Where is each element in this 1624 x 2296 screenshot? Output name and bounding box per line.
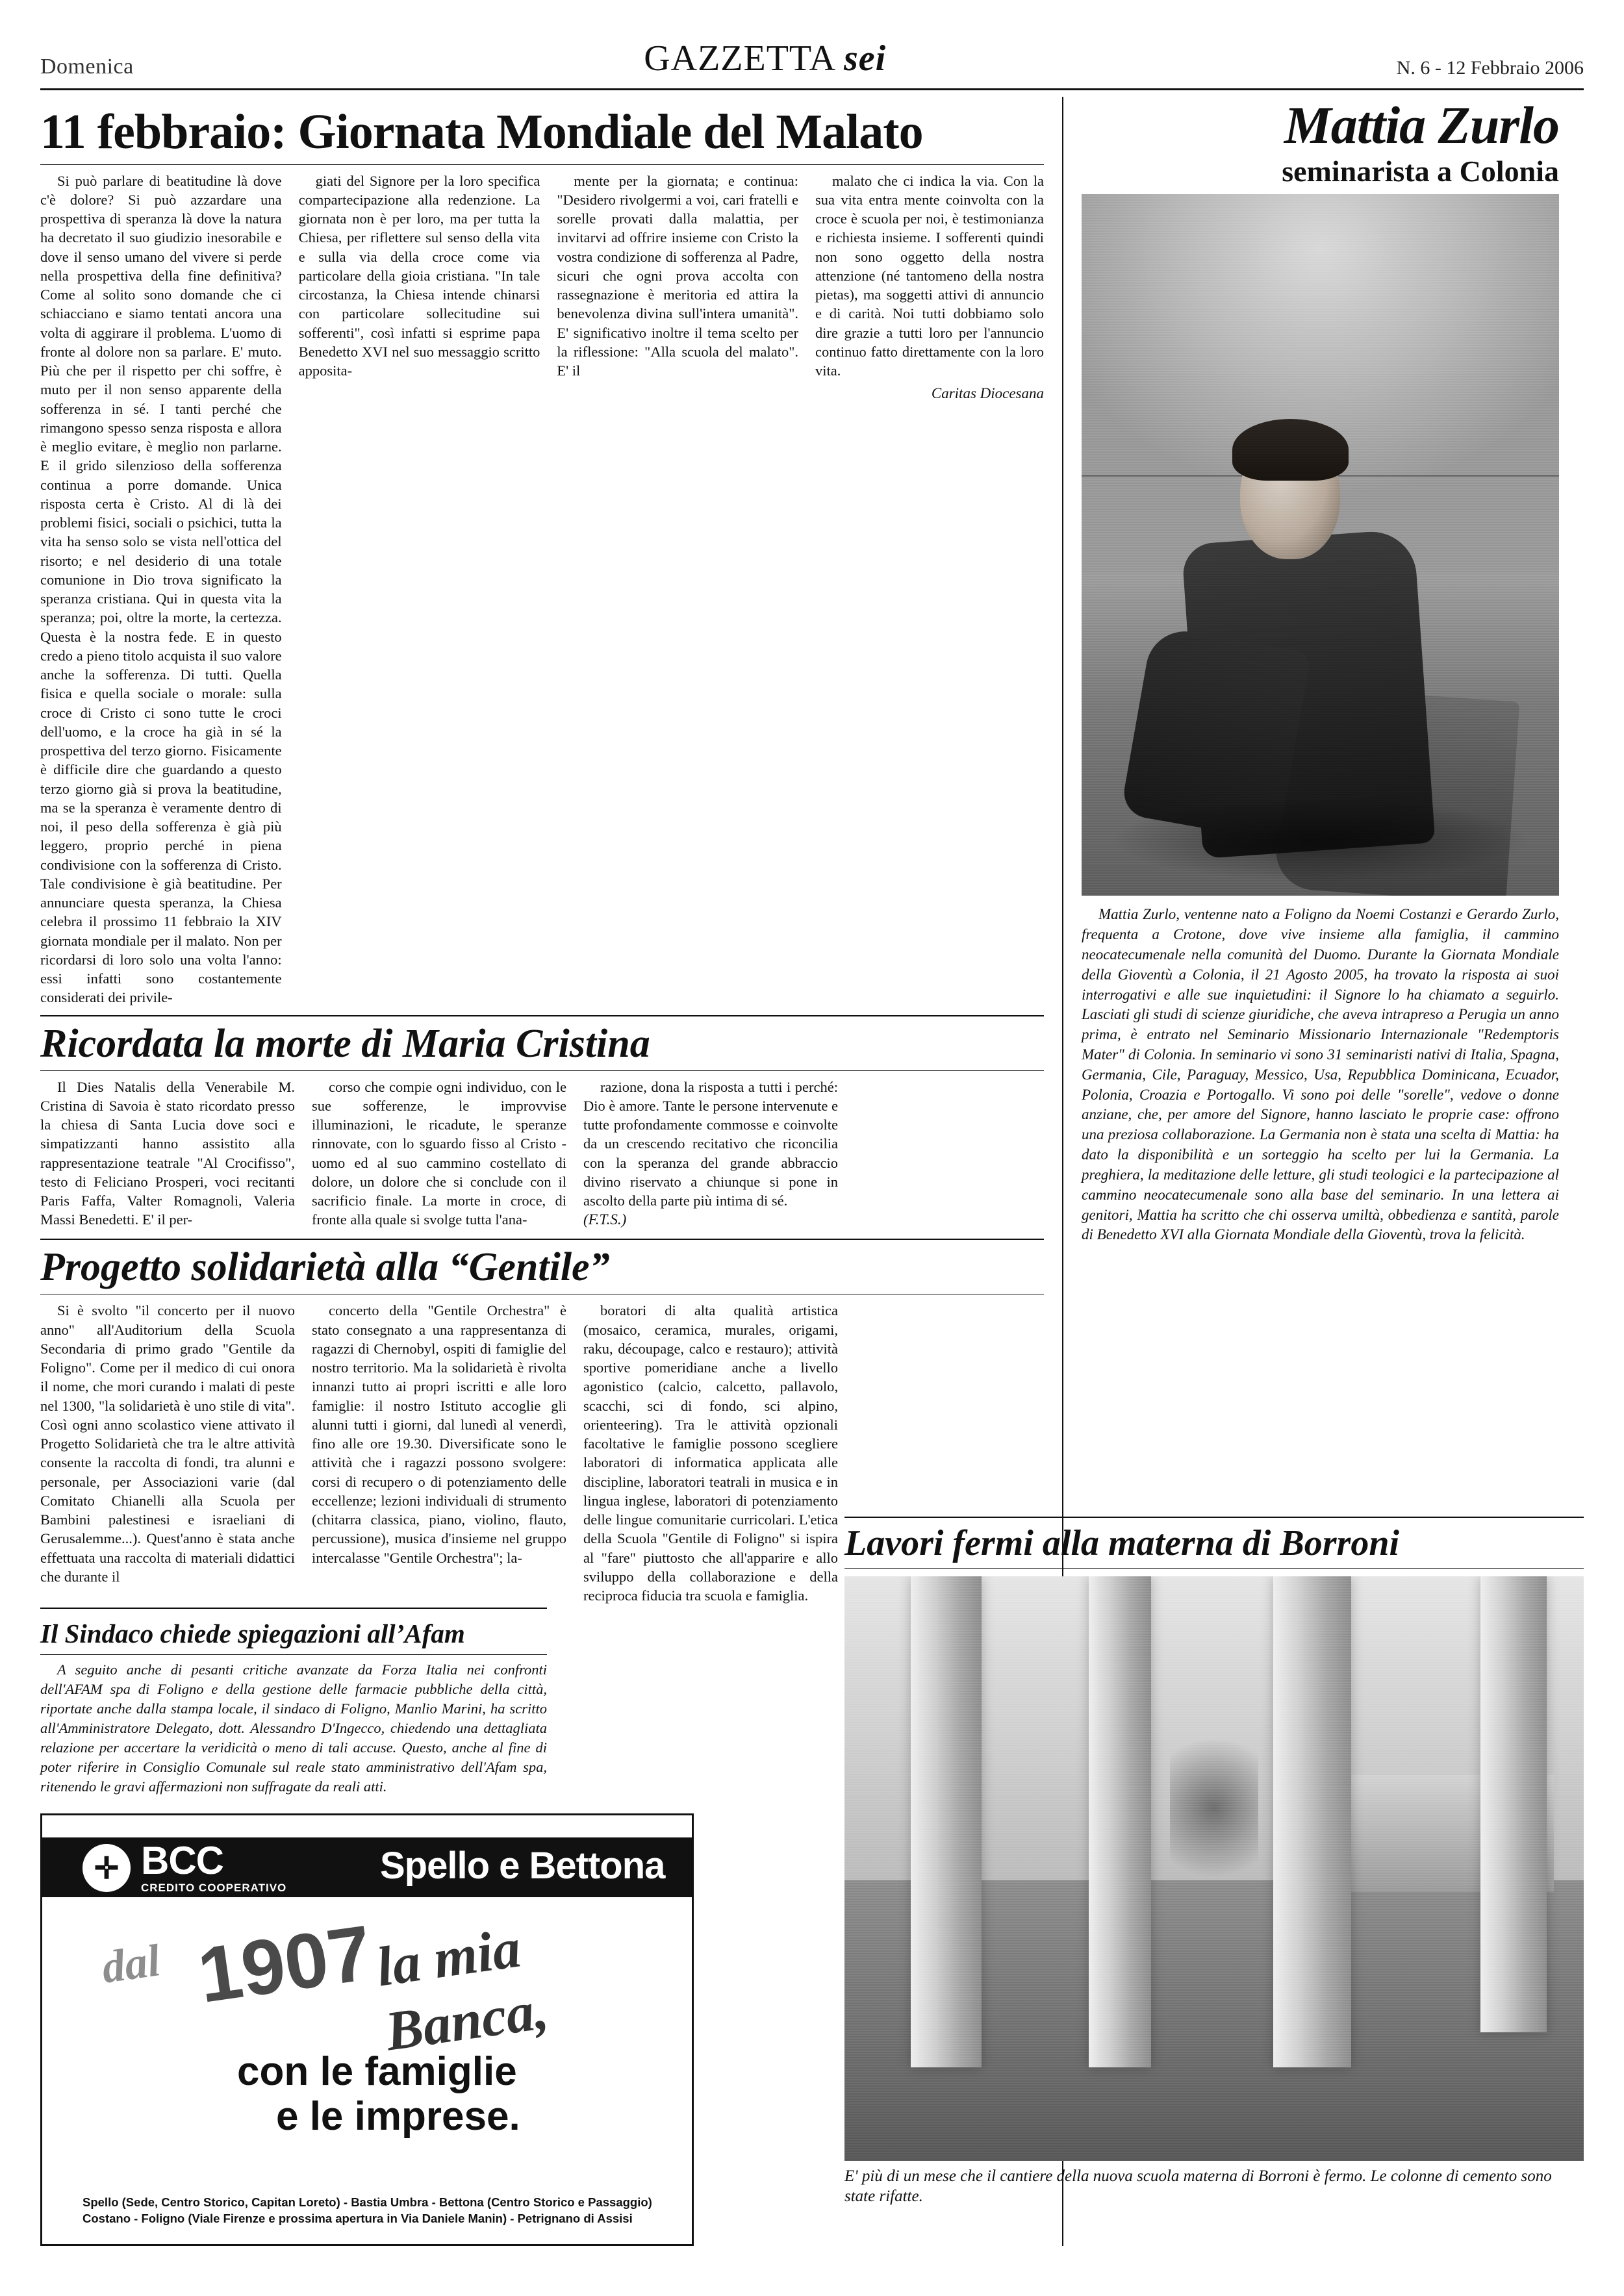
article-malato-col-1 (40, 171, 282, 1007)
headline-progetto-gentile: Progetto solidarietà alla “Gentile” (40, 1245, 610, 1290)
article-afam-body (40, 1660, 547, 1796)
caption-borroni: E' più di un mese che il cantiere della nuova scuola materna di Borroni è fermo. Le colonne di cemento sono state rifatte. (844, 2167, 1552, 2206)
article-malato-signature: Caritas Diocesana (931, 385, 1045, 402)
rule-above-afam (40, 1608, 547, 1609)
masthead-title (644, 38, 886, 79)
advert-slogan-line1: con le famiglie (237, 2049, 517, 2094)
advert-slogan-year: 1907 (192, 1908, 377, 2019)
bcc-brand-sub: CREDITO COOPERATIVO (141, 1881, 287, 1894)
paragraph: boratori di alta qualità artistica (mosaico, ceramica, murales, origami, raku, découpage, calco e restauro); attività sportive pomeridiane anche a livello agonistico (calcio, calcetto, pallavolo, scacchi, sci di fondo, sci alpino, orienteering). Tra le attività opzionali facoltative le famiglie possono scegliere laboratori di informatica applicata alle discipline, laboratori teatrali in musica e in lingua inglese, laboratori di potenziamento delle lingue comunitarie curricolari. L'etica della Scuola "Gentile di Foligno" si ispira al "fare" piuttosto che all'apparire e allo sviluppo della collaborazione e della reciproca fiducia tra scuola e famiglia. (583, 1302, 838, 1604)
advert-slogan-dal: dal (99, 1935, 164, 1993)
masthead-title-suffix: sei (844, 38, 887, 79)
headline-afam: Il Sindaco chiede spiegazioni all’Afam (40, 1619, 465, 1649)
paragraph: mente per la giornata; e continua: "Desidero rivolgermi a voi, cari fratelli e sorelle provati dalla malattia, per invitarvi ad offrire insieme con Cristo la vostra condizione di sofferenza al Padre, sicuri che ogni prova accolta con rassegnazione è meritoria ed attira la benevolenza divina sull'intera umanità". E' significativo inoltre il tema scelto per la riflessione: "Alla scuola del malato". E' il (557, 172, 799, 379)
article-cristina-columns (40, 1078, 1044, 1230)
rule-under-headline (40, 164, 1044, 165)
paragraph: giati del Signore per la loro specifica compartecipazione alla redenzione. La giornata non è per loro, ma per tutta la Chiesa, per riflettere sul senso della vita e sulla via della croce come via particolare della gioia cristiana. "In tale circostanza, la Chiesa intende chinarsi con particolare sollecitudine sui sofferenti", così infatti si esprime papa Benedetto XVI nel suo messaggio scritto apposita- (298, 172, 540, 379)
advert-branches: Spello (Sede, Centro Storico, Capitan Loreto) - Bastia Umbra - Bettona (Centro Storico e Passaggio) Costano - Foligno (Viale Firenze e prossima apertura in Via Daniele Manin) - Petrignano di Assisi (82, 2195, 652, 2225)
article-malato-columns (40, 171, 1044, 1007)
article-cristina-col-2 (312, 1078, 566, 1230)
rule-above-gentile (40, 1239, 1044, 1240)
advert-slogan-mia: la mia Banca, (372, 1916, 552, 2063)
headline-giornata-malato: 11 febbraio: Giornata Mondiale del Malato (40, 105, 923, 159)
masthead-title-main: GAZZETTA (644, 38, 834, 79)
article-malato-col-3 (557, 171, 798, 1007)
article-cristina-col-1 (40, 1078, 295, 1230)
article-cristina-col-3 (583, 1078, 838, 1230)
paragraph: razione, dona la risposta a tutti i perché: Dio è amore. Tante le persone intervenute e tutte profondamente commosse e coinvolte da un crescendo recitativo che riconcilia con la speranza del grande abbraccio divino riservato a chiunque si pone in ascolto della parte più intima di sé. (583, 1078, 838, 1209)
subheadline-seminarista-colonia: seminarista a Colonia (1282, 155, 1559, 188)
portrait-shadow (1110, 798, 1530, 882)
article-zurlo-body (1082, 905, 1559, 1245)
article-gentile-col-3 (583, 1301, 838, 1605)
article-gentile-col-2 (312, 1301, 566, 1605)
headline-maria-cristina: Ricordata la morte di Maria Cristina (40, 1021, 650, 1066)
paragraph: corso che compie ogni individuo, con le sue sofferenze, le improvvise illuminazioni, le ricadute, le speranze rinnovate, con lo sguardo fisso al Cristo - uomo ed al suo cammino costellato di dolore, un dolore che si conclude con il sacrificio finale. La morte in croce, di fronte alla quale si svolge tutta l'ana- (312, 1078, 566, 1228)
rule-under-borroni-headline (844, 1568, 1584, 1569)
borroni-concrete-pillar (1273, 1576, 1351, 2067)
rule-under-afam-headline (40, 1654, 547, 1655)
paragraph: Mattia Zurlo, ventenne nato a Foligno da Noemi Costanzi e Gerardo Zurlo, frequenta a Crotone, dove vive insieme alla famiglia, il cammino neocatecumenale nella comunità del Duomo. Durante la Giornata Mondiale della Gioventù a Colonia, il 21 Agosto 2005, ha trovato la risposta ai suoi interrogativi e alle sue inquietudini: il Signore lo ha chiamato a seguirlo. Lasciati gli studi di scienze giuridiche, che aveva intrapreso a Perugia un anno prima, è entrato nel Seminario Missionario Internazionale "Redemptoris Mater" di Colonia. In seminario vi sono 31 seminaristi nativi di Italia, Spagna, Germania, Cile, Paraguay, Messico, Usa, Repubblica Dominicana, Ecuador, Polonia, Croazia e Portogallo. Vi sono poi delle "sorelle", vedove o donne anziane, che, per amore del Signore, hanno lasciato le proprie case: offrono una preziosa collaborazione. La Germania non è stata una scelta di Mattia: ha dato la disponibilità e un sorteggio ha scelto per lui la Germania. La preghiera, la meditazione delle letture, gli studi teologici e la partecipazione al cammino neocatecumenale sono alla base del seminario. In una lettera ai genitori, Mattia ha scritto che chi osserva umiltà, obbedienza e santità, parole di Benedetto XVI alla Giornata Mondiale della Gioventù, trova la felicità. (1082, 906, 1559, 1243)
masthead (40, 38, 1584, 90)
photo-cantiere-materna-borroni (844, 1576, 1584, 2161)
borroni-concrete-pillar (911, 1576, 981, 2067)
bcc-bank-name: Spello e Bettona (380, 1844, 665, 1887)
borroni-concrete-pillar (1089, 1576, 1152, 2067)
portrait-hair (1232, 419, 1349, 481)
bcc-logo-icon: ✛ (82, 1844, 131, 1892)
article-malato-col-4 (815, 171, 1044, 1007)
bcc-brand: BCC (141, 1838, 223, 1882)
paragraph: concerto della "Gentile Orchestra" è stato consegnato a una rappresentanza di ragazzi di Chernobyl, ospiti di famiglie del nostro territorio. Ma la solidarietà è rivolta innanzi tutto ai propri iscritti e alle loro famiglie: il nostro Istituto accoglie gli alunni tutti i giorni, dal lunedì al venerdì, fino alle ore 19.30. Diversificate sono le attività che i ragazzi possono svolgere: corsi di recupero o di potenziamento delle eccellenze; lezioni individuali di strumento (chitarra classica, piano, violino, flauto, percussione), musica d'insieme nel gruppo intercalasse "Gentile Orchestra"; la- (312, 1302, 566, 1566)
advert-bcc[interactable] (40, 1813, 694, 2246)
bcc-brand-block (141, 1838, 287, 1895)
masthead-section-label: Domenica (40, 55, 134, 79)
masthead-issue-date: N. 6 - 12 Febbraio 2006 (1396, 57, 1584, 79)
rule-above-cristina (40, 1015, 1044, 1016)
paragraph: Si è svolto "il concerto per il nuovo anno" all'Auditorium della Scuola Secondaria di primo grado "Gentile da Foligno". Come per il medico di cui onora il nome, che mori curando i malati di peste nel 1300, "la solidarietà è uno stile di vita". Così ogni anno scolastico viene attivato il Progetto Solidarietà che tra le altre attività consente la raccolta di fondi, tra alunni e personale, per Associazioni varie (dal Comitato Chianelli alla Scuola per Bambini palestinesi e israeliani di Gerusalemme...). Quest'anno è stata anche effettuata una raccolta di materiali didattici che durante il (40, 1302, 295, 1585)
paragraph: A seguito anche di pesanti critiche avanzate da Forza Italia nei confronti dell'AFAM spa di Foligno e della gestione delle farmacie pubbliche della città, riportate anche dalla stampa locale, il sindaco di Foligno, Manlio Marini, ha scritto all'Amministratore Delegato, dott. Alessandro D'Ingecco, chiedendo una dettagliata relazione per accertare la veridicità o meno di tali accuse. Questo, anche al fine di poter riferire in Consiglio Comunale sul reale stato amministrativo dell'Afam spa, ritenendo le gravi affermazioni non suffragate da reali atti. (40, 1661, 547, 1795)
borroni-tree (1170, 1705, 1259, 1892)
borroni-concrete-pillar (1480, 1576, 1547, 2032)
article-gentile-col-1 (40, 1301, 295, 1605)
rule-under-cristina-headline (40, 1070, 1044, 1071)
paragraph: malato che ci indica la via. Con la sua vita entra mente coinvolta con la croce è scuola per noi, è testimonianza e richiesta insieme. I sofferenti quindi non sono oggetto della nostra attenzione (né tantomeno della nostra pietas), ma soggetti attivi di annuncio e di carità. Noi tutti dobbiamo solo dire grazie a tutti loro per l'annuncio continuo fatto direttamente con la loro vita. (815, 172, 1045, 379)
advert-slogan-families (237, 2049, 520, 2139)
advert-slogan-line2: e le imprese. (276, 2094, 520, 2139)
paragraph: Il Dies Natalis della Venerabile M. Cristina di Savoia è stato ricordato presso la chiesa di Santa Lucia dove soci e simpatizzanti hanno assistito alla rappresentazione teatrale "Al Crocifisso", testo di Feliciano Prosperi, voci recitanti Paris Faffa, Valter Romagnoli, Valeria Massi Benedetti. E' il per- (40, 1078, 295, 1228)
paragraph: Si può parlare di beatitudine là dove c'è dolore? Si può azzardare una prospettiva di speranza là dove la natura ha decretato il suo giudizio inesorabile e dove il senso umano del vivere si perde nella prospettiva della fine definitiva? Come al solito sono domande che ci schiacciano e siamo tentati ancora una volta di aggirare il problema. L'uomo di fronte al dolore non sa parlare. E' muto. Più che per il rispetto per chi soffre, è muto per il non senso apparente della sofferenza in sé. I tanti perché che rimangono spesso senza risposta e allora è meglio evitare, è meglio non parlarne. E il grido silenzioso della sofferenza continua a porre domande. Unica risposta certa è Cristo. Al di là dei problemi fisici, sociali o psichici, tutta la vita ha senso solo se vista nell'ottica del risorto; e nel desiderio di una totale comunione in Dio trova significato la speranza cristiana. Qui in questa vita la speranza; poi, oltre la morte, la certezza. Questa è la nostra fede. E in questo credo a pieno titolo acquista il suo valore anche la sofferenza. Di tutti. Quella fisica e quella sociale o morale: sulla croce di Cristo ci sono tutte le croci dell'uomo, e la croce ha già in sé la prospettiva del terzo giorno. Fisicamente è difficile dire che guardando a questo terzo giorno già si prova la beatitudine, ma se la speranza è veramente dentro di noi, il peso della sofferenza è già più leggero, proprio perché in piena condivisione con la sofferenza di Cristo. Tale condivisione è già beatitudine. Per annunciare questa speranza, la Chiesa celebra il prossimo 11 febbraio la XIV giornata mondiale per il malato. Non per ricordarsi di loro solo una volta l'anno: essi infatti sono costantemente considerati dei privile- (40, 172, 282, 1006)
article-borroni (844, 1517, 1584, 2206)
article-malato-col-2 (299, 171, 540, 1007)
rule-above-borroni (844, 1517, 1584, 1518)
headline-mattia-zurlo: Mattia Zurlo (1284, 95, 1559, 155)
article-cristina-signature: (F.T.S.) (583, 1211, 627, 1228)
portrait-mattia-zurlo (1082, 194, 1559, 896)
headline-borroni: Lavori fermi alla materna di Borroni (844, 1523, 1400, 1563)
